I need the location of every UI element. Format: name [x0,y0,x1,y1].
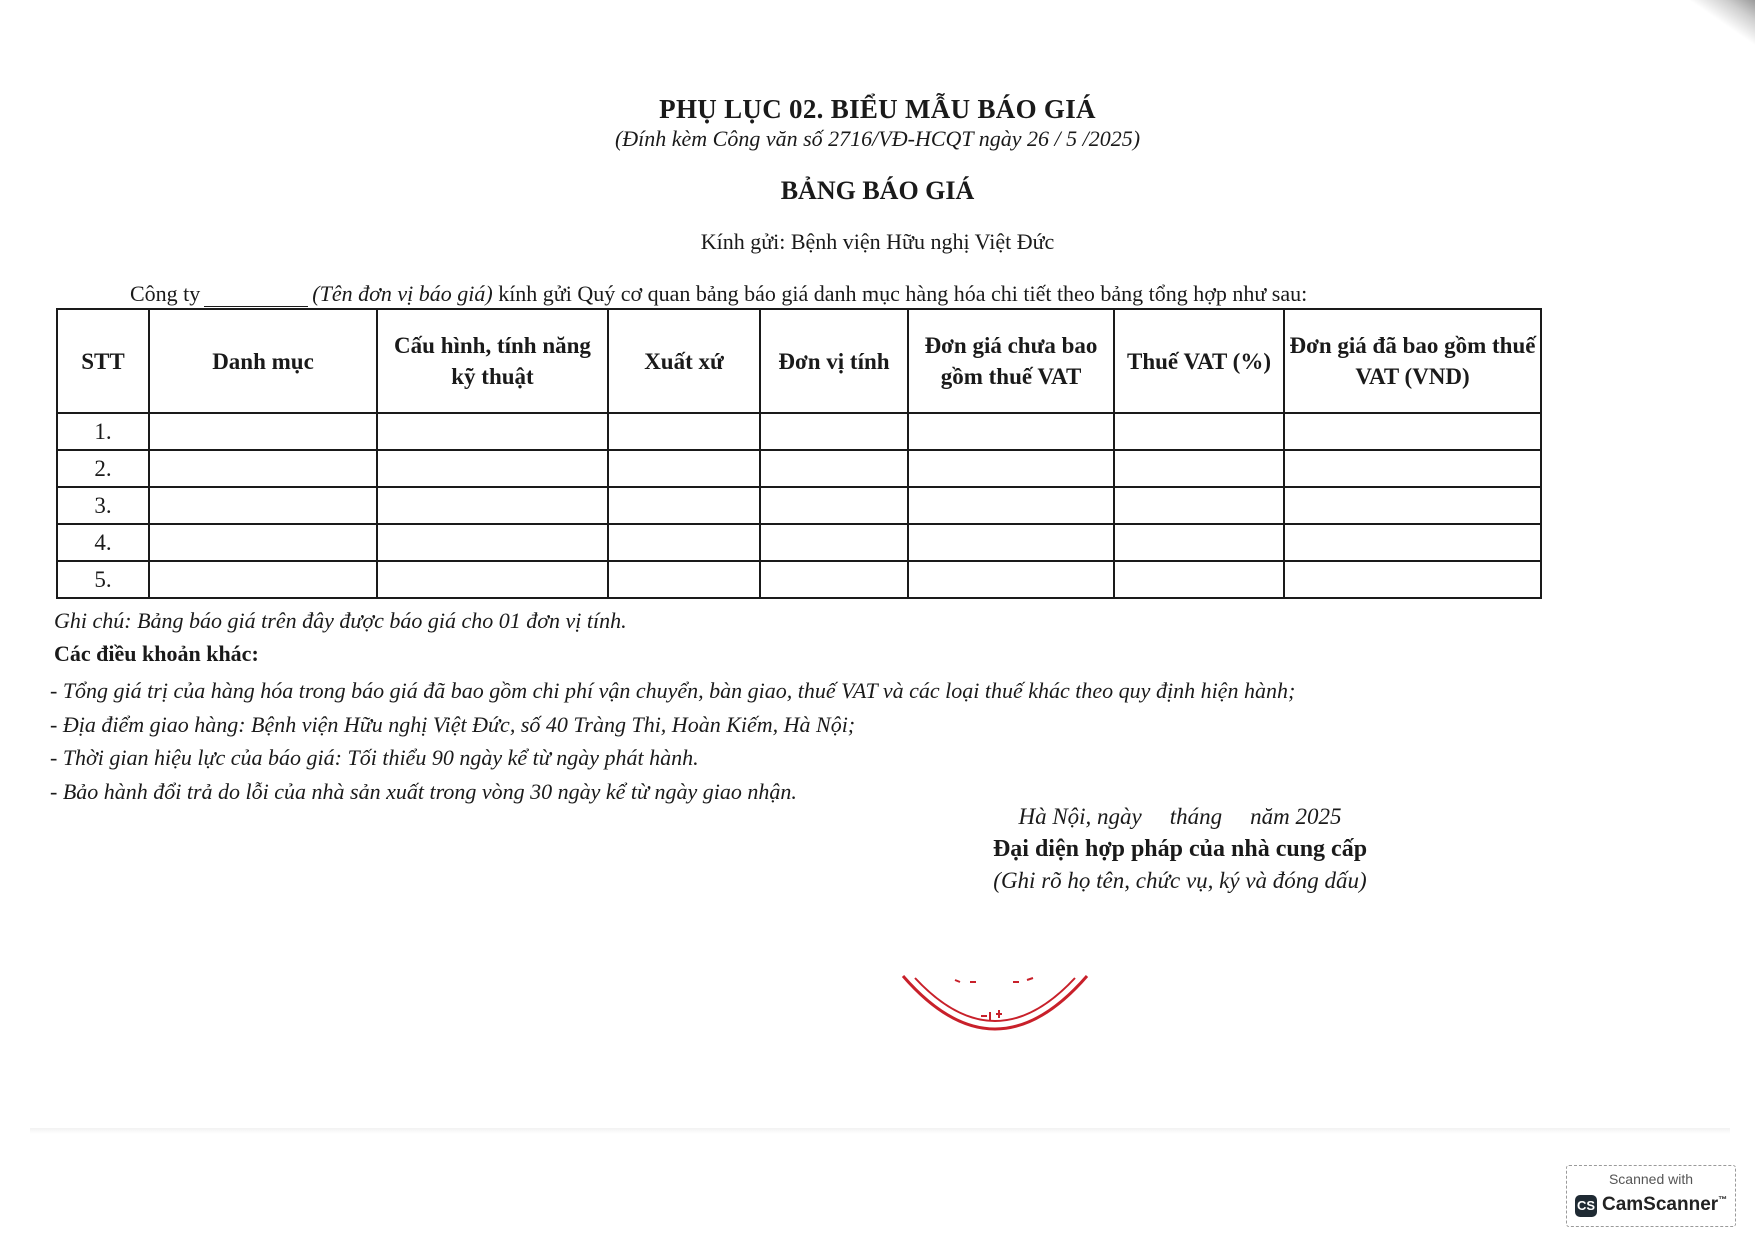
cell-price-excl-vat [908,413,1114,450]
badge-caption: Scanned with [1608,1171,1694,1187]
table-row [57,450,1541,487]
table-note: Ghi chú: Bảng báo giá trên đây được báo giá cho 01 đơn vị tính. [54,608,627,633]
cell-unit [760,487,908,524]
cell-category [149,413,377,450]
table-header-row [57,309,1541,413]
scan-edge-shadow [1635,0,1755,70]
badge-app-name [1602,1194,1727,1216]
cell-vat-rate [1114,524,1284,561]
page-bottom-edge [30,1128,1730,1134]
terms-item: - Địa điểm giao hàng: Bệnh viện Hữu nghị Việt Đức, số 40 Tràng Thi, Hoàn Kiếm, Hà Nội; [50,711,856,737]
signature-year: năm 2025 [1250,804,1342,829]
badge-app-name-text: CamScanner [1602,1194,1719,1215]
quotation-table [56,308,1542,599]
cell-specs [377,487,608,524]
header-price-excl-vat: Đơn giá chưa bao gồm thuế VAT [908,309,1114,413]
cell-origin [608,487,760,524]
table-row [57,561,1541,598]
header-unit: Đơn vị tính [760,309,908,413]
signature-hint: (Ghi rõ họ tên, chức vụ, ký và đóng dấu) [993,868,1367,893]
terms-list [50,674,1295,808]
cell-unit [760,450,908,487]
row-number: 3. [57,487,149,524]
cell-price-excl-vat [908,524,1114,561]
table-row [57,487,1541,524]
cell-specs [377,561,608,598]
table-row [57,413,1541,450]
terms-title: Các điều khoản khác: [54,641,259,666]
recipient-line: Kính gửi: Bệnh viện Hữu nghị Việt Đức [700,229,1055,254]
header-stt: STT [57,309,149,413]
cell-price-excl-vat [908,487,1114,524]
row-number: 1. [57,413,149,450]
cell-price-incl-vat [1284,413,1541,450]
cell-category [149,561,377,598]
camscanner-logo-icon: CS [1575,1195,1597,1217]
row-number: 5. [57,561,149,598]
cell-origin [608,524,760,561]
intro-company-label: Công ty [130,281,201,306]
cell-specs [377,413,608,450]
intro-line [130,280,1307,307]
header-specs: Cấu hình, tính năng kỹ thuật [377,309,608,413]
cell-price-incl-vat [1284,487,1541,524]
cell-origin [608,561,760,598]
appendix-title: PHỤ LỤC 02. BIỂU MẪU BÁO GIÁ [659,94,1096,124]
signature-date-line [900,804,1460,830]
cell-unit [760,413,908,450]
header-category: Danh mục [149,309,377,413]
intro-placeholder: (Tên đơn vị báo giá) [312,281,493,306]
camscanner-badge [1566,1165,1736,1227]
trademark-mark: ™ [1718,1194,1728,1205]
header-origin: Xuất xứ [608,309,760,413]
cell-vat-rate [1114,413,1284,450]
cell-category [149,487,377,524]
signature-month: tháng [1169,804,1223,829]
cell-price-incl-vat [1284,561,1541,598]
cell-unit [760,561,908,598]
cell-vat-rate [1114,487,1284,524]
cell-vat-rate [1114,450,1284,487]
intro-text: kính gửi Quý cơ quan bảng báo giá danh mục hàng hóa chi tiết theo bảng tổng hợp như sau: [492,281,1308,306]
company-name-blank [204,280,308,307]
row-number: 4. [57,524,149,561]
terms-item: - Bảo hành đổi trả do lỗi của nhà sản xuất trong vòng 30 ngày kể từ ngày giao nhận. [50,778,797,804]
cell-origin [608,450,760,487]
cell-unit [760,524,908,561]
header-price-incl-vat: Đơn giá đã bao gồm thuế VAT (VND) [1284,309,1541,413]
row-number: 2. [57,450,149,487]
table-row [57,524,1541,561]
cell-vat-rate [1114,561,1284,598]
red-seal-stamp-icon [895,972,1095,1040]
header-vat-rate: Thuế VAT (%) [1114,309,1284,413]
terms-item: - Thời gian hiệu lực của báo giá: Tối thiểu 90 ngày kể từ ngày phát hành. [50,745,699,770]
cell-price-incl-vat [1284,524,1541,561]
signature-role: Đại diện hợp pháp của nhà cung cấp [992,836,1368,862]
cell-category [149,524,377,561]
cell-price-incl-vat [1284,450,1541,487]
cell-price-excl-vat [908,561,1114,598]
cell-specs [377,450,608,487]
terms-item: - Tổng giá trị của hàng hóa trong báo giá đã bao gồm chi phí vận chuyển, bàn giao, thuế VAT và các loại thuế khác theo quy định hiện hành; [50,678,1296,703]
cell-category [149,450,377,487]
quotation-heading: BẢNG BÁO GIÁ [780,176,975,205]
signature-place-day: Hà Nội, ngày [1018,804,1142,829]
document-reference: (Đính kèm Công văn số 2716/VĐ-HCQT ngày 26 / 5 /2025) [614,126,1141,151]
cell-specs [377,524,608,561]
cell-price-excl-vat [908,450,1114,487]
cell-origin [608,413,760,450]
